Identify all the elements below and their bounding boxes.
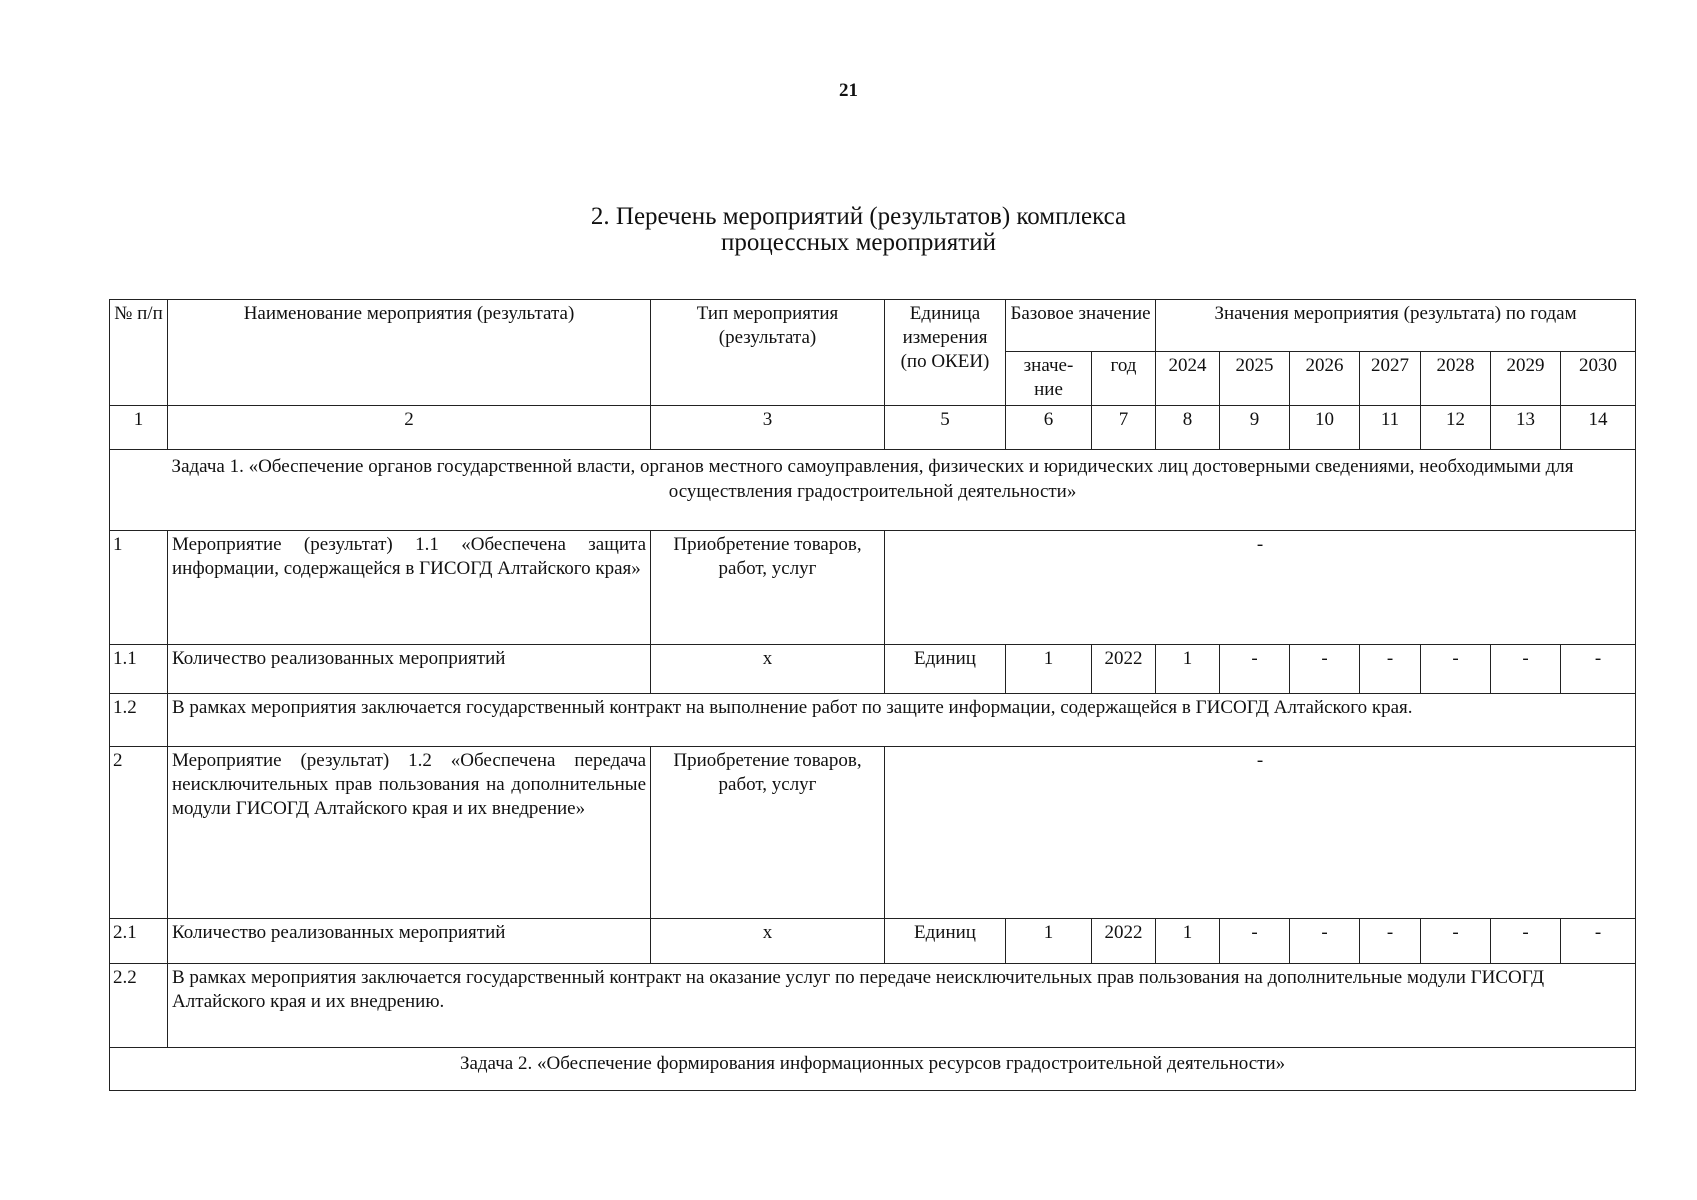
description-text: В рамках мероприятия заключается государственный контракт на выполнение работ по защите информации, содержащейся в ГИСОГД Алтайского края.	[168, 694, 1636, 747]
col-number: 2	[168, 406, 651, 450]
col-number: 6	[1006, 406, 1092, 450]
col-number: 10	[1290, 406, 1360, 450]
indicator-year-value: -	[1561, 919, 1636, 964]
col-number: 5	[885, 406, 1006, 450]
indicator-year-value: -	[1491, 645, 1561, 694]
indicator-type: х	[651, 645, 885, 694]
activity-type: Приобретение товаров, работ, услуг	[651, 531, 885, 645]
indicator-row	[110, 919, 1636, 964]
header-year: 2024	[1156, 352, 1220, 406]
column-numbers-row	[110, 406, 1636, 450]
row-num: 1	[110, 531, 168, 645]
activity-name: Мероприятие (результат) 1.1 «Обеспечена защита информации, содержащейся в ГИСОГД Алтайского края»	[168, 531, 651, 645]
indicator-name: Количество реализованных мероприятий	[168, 919, 651, 964]
row-num: 1.2	[110, 694, 168, 747]
indicator-year-value: -	[1561, 645, 1636, 694]
description-text: В рамках мероприятия заключается государственный контракт на оказание услуг по передаче неисключительных прав пользования на дополнительные модули ГИСОГД Алтайского края и их внедрению.	[168, 964, 1636, 1048]
col-number: 8	[1156, 406, 1220, 450]
indicator-year-value: -	[1220, 919, 1290, 964]
header-row	[110, 300, 1636, 352]
col-number: 7	[1092, 406, 1156, 450]
col-number: 3	[651, 406, 885, 450]
indicator-base-value: 1	[1006, 919, 1092, 964]
task-row	[110, 450, 1636, 531]
header-base-value: значе- ние	[1006, 352, 1092, 406]
indicator-year-value: -	[1421, 645, 1491, 694]
indicator-name: Количество реализованных мероприятий	[168, 645, 651, 694]
indicator-type: х	[651, 919, 885, 964]
title-line-2: процессных мероприятий	[721, 229, 996, 256]
activity-name: Мероприятие (результат) 1.2 «Обеспечена передача неисключительных прав пользования на дополнительные модули ГИСОГД Алтайского края и их внедрение»	[168, 747, 651, 919]
activity-type: Приобретение товаров, работ, услуг	[651, 747, 885, 919]
header-base: Базовое значение	[1006, 300, 1156, 352]
header-years-group: Значения мероприятия (результата) по годам	[1156, 300, 1636, 352]
activity-merged-value: -	[885, 747, 1636, 919]
row-num: 2	[110, 747, 168, 919]
col-number: 12	[1421, 406, 1491, 450]
page-number: 21	[839, 80, 858, 101]
indicator-year-value: -	[1290, 919, 1360, 964]
header-base-year: год	[1092, 352, 1156, 406]
activities-table	[109, 299, 1636, 1091]
row-num: 2.1	[110, 919, 168, 964]
indicator-year-value: -	[1360, 645, 1421, 694]
col-number: 11	[1360, 406, 1421, 450]
indicator-base-value: 1	[1006, 645, 1092, 694]
indicator-base-year: 2022	[1092, 919, 1156, 964]
page-title	[0, 204, 1697, 256]
indicator-year-value: -	[1491, 919, 1561, 964]
description-row	[110, 964, 1636, 1048]
header-year: 2028	[1421, 352, 1491, 406]
indicator-year-value: -	[1360, 919, 1421, 964]
indicator-year-value: 1	[1156, 919, 1220, 964]
activity-merged-value: -	[885, 531, 1636, 645]
header-unit: Единица измерения (по ОКЕИ)	[885, 300, 1006, 406]
title-line-1: 2. Перечень мероприятий (результатов) комплекса	[590, 203, 1127, 230]
activity-row	[110, 531, 1636, 645]
col-number: 9	[1220, 406, 1290, 450]
header-year: 2030	[1561, 352, 1636, 406]
indicator-unit: Единиц	[885, 645, 1006, 694]
indicator-year-value: -	[1421, 919, 1491, 964]
task-row	[110, 1048, 1636, 1091]
indicator-year-value: -	[1220, 645, 1290, 694]
header-year: 2029	[1491, 352, 1561, 406]
header-type: Тип мероприятия (результата)	[651, 300, 885, 406]
header-year: 2025	[1220, 352, 1290, 406]
header-year: 2027	[1360, 352, 1421, 406]
col-number: 14	[1561, 406, 1636, 450]
indicator-unit: Единиц	[885, 919, 1006, 964]
header-num: № п/п	[110, 300, 168, 406]
indicator-row	[110, 645, 1636, 694]
indicator-year-value: -	[1290, 645, 1360, 694]
col-number: 1	[110, 406, 168, 450]
header-year: 2026	[1290, 352, 1360, 406]
indicator-base-year: 2022	[1092, 645, 1156, 694]
header-name: Наименование мероприятия (результата)	[168, 300, 651, 406]
col-number: 13	[1491, 406, 1561, 450]
indicator-year-value: 1	[1156, 645, 1220, 694]
row-num: 1.1	[110, 645, 168, 694]
task-2: Задача 2. «Обеспечение формирования информационных ресурсов градостроительной деятельности»	[110, 1048, 1636, 1091]
row-num: 2.2	[110, 964, 168, 1048]
activity-row	[110, 747, 1636, 919]
description-row	[110, 694, 1636, 747]
task-1: Задача 1. «Обеспечение органов государственной власти, органов местного самоуправления, физических и юридических лиц достоверными сведениями, необходимыми для осуществления градостроительной деятельности»	[110, 450, 1636, 531]
